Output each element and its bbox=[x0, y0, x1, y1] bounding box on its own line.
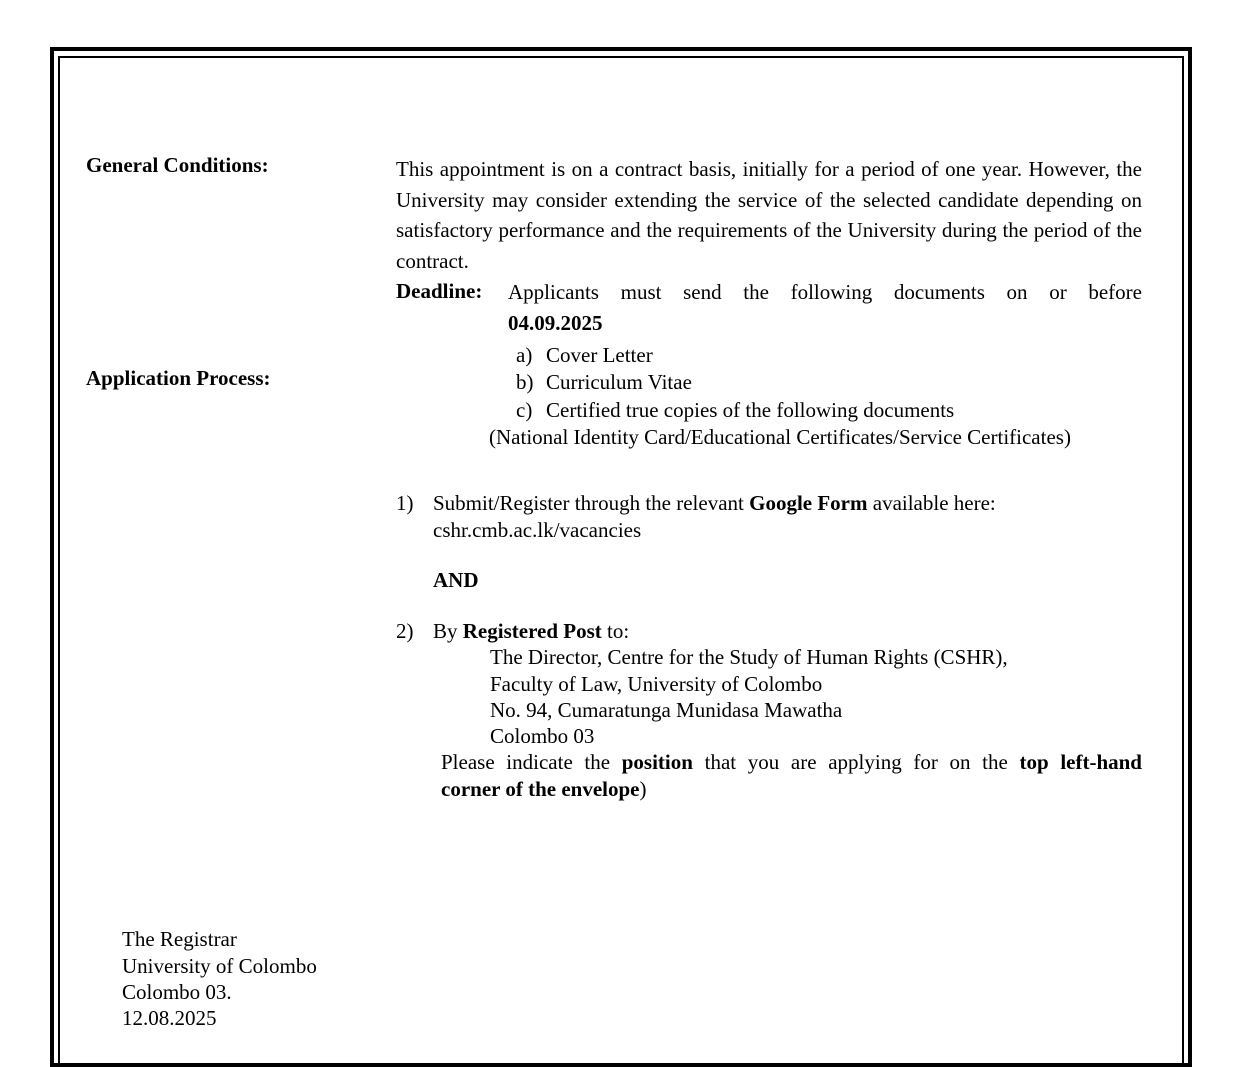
step-1-text-after: available here: bbox=[867, 491, 996, 515]
vacancies-link[interactable]: cshr.cmb.ac.lk/vacancies bbox=[433, 518, 642, 542]
document-item-certified-copies: Certified true copies of the following documents bbox=[546, 398, 955, 422]
document-marker-c: c) bbox=[516, 398, 533, 422]
address-line: No. 94, Cumaratunga Munidasa Mawatha bbox=[490, 698, 843, 722]
signature-line: The Registrar bbox=[122, 927, 237, 951]
step-2-text-after: to: bbox=[601, 619, 630, 643]
step-1-text bbox=[433, 490, 996, 517]
step-2-text-before: By bbox=[433, 619, 463, 643]
deadline-label: Deadline: bbox=[396, 279, 483, 303]
instruction-emphasis-corner: top left-hand bbox=[1019, 750, 1142, 774]
signature-line: Colombo 03. bbox=[122, 980, 232, 1004]
instruction-text: that you are applying for on the bbox=[692, 750, 1020, 774]
envelope-instruction-line-1 bbox=[441, 749, 1142, 776]
envelope-instruction-line-2 bbox=[441, 776, 646, 803]
document-item-cover-letter: Cover Letter bbox=[546, 343, 653, 367]
general-conditions-text: This appointment is on a contract basis, initially for a period of one year. However, the University may consider extending the service of the selected candidate depending on satisfactory performance and the requirements of the University during the period of the contract. bbox=[396, 157, 1142, 273]
instruction-text: ) bbox=[639, 777, 647, 801]
deadline-text-row bbox=[508, 277, 1142, 307]
document-item-cv: Curriculum Vitae bbox=[546, 370, 692, 394]
application-process-label: Application Process: bbox=[86, 366, 271, 390]
deadline-text: Applicants must send the following documents on or before bbox=[508, 280, 1142, 304]
document-marker-b: b) bbox=[516, 370, 534, 394]
registered-post-emphasis: Registered Post bbox=[462, 619, 602, 643]
and-connector: AND bbox=[433, 568, 479, 592]
step-2-text bbox=[433, 618, 629, 645]
signature-line: University of Colombo bbox=[122, 954, 317, 978]
step-1-marker: 1) bbox=[396, 491, 414, 515]
step-1-text-before: Submit/Register through the relevant bbox=[433, 491, 750, 515]
instruction-emphasis-envelope: corner of the envelope bbox=[441, 777, 640, 801]
instruction-text: Please indicate the bbox=[441, 750, 622, 774]
address-line: Faculty of Law, University of Colombo bbox=[490, 672, 823, 696]
step-2-marker: 2) bbox=[396, 619, 414, 643]
documents-note: (National Identity Card/Educational Certificates/Service Certificates) bbox=[489, 425, 1071, 449]
document-marker-a: a) bbox=[516, 343, 533, 367]
general-conditions-label: General Conditions: bbox=[86, 153, 269, 177]
address-line: The Director, Centre for the Study of Human Rights (CSHR), bbox=[490, 645, 1008, 669]
instruction-emphasis-position: position bbox=[621, 750, 693, 774]
signature-date: 12.08.2025 bbox=[122, 1006, 217, 1030]
deadline-date: 04.09.2025 bbox=[508, 311, 603, 335]
address-line: Colombo 03 bbox=[490, 724, 595, 748]
google-form-emphasis: Google Form bbox=[749, 491, 868, 515]
